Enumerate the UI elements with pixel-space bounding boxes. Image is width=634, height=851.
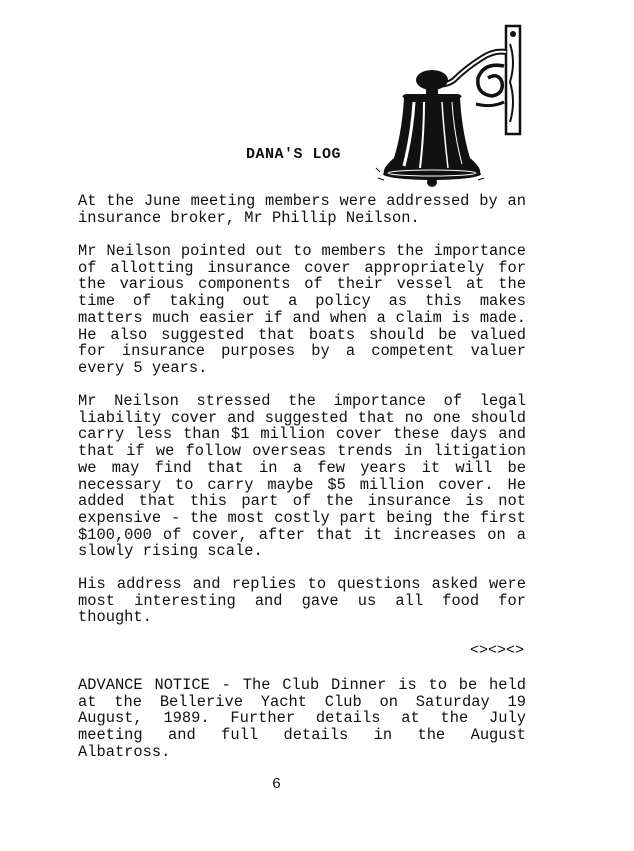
paragraph-insurance-cover: Mr Neilson pointed out to members the importance of allotting insurance cover appropriately for the various components of their vessel at the time of taking out a policy as this makes matters much easier if and when a claim is made. He also suggested that boats should be valued for insurance purposes by a competent valuer every 5 years.	[78, 242, 526, 377]
ships-bell-illustration	[374, 22, 534, 190]
paragraph-closing: His address and replies to questions asked were most interesting and gave us all food for thought.	[78, 575, 526, 627]
section-separator: <><><>	[470, 642, 525, 659]
advance-notice: ADVANCE NOTICE - The Club Dinner is to be held at the Bellerive Yacht Club on Saturday 19 August, 1989. Further details at the July meeting and full details in the August Albatross.	[78, 676, 526, 761]
paragraph-legal-liability: Mr Neilson stressed the importance of legal liability cover and suggested that no one should carry less than $1 million cover these days and that if we follow overseas trends in litigation we may find that in a few years it will be necessary to carry maybe $5 million cover. He added that this part of the insurance is not expensive - the most costly part being the first $100,000 of cover, after that it increases on a slowly rising scale.	[78, 392, 526, 561]
paragraph-intro: At the June meeting members were addressed by an insurance broker, Mr Phillip Neilson.	[78, 192, 526, 227]
page-number: 6	[272, 776, 282, 793]
page-title: DANA'S LOG	[246, 146, 342, 163]
